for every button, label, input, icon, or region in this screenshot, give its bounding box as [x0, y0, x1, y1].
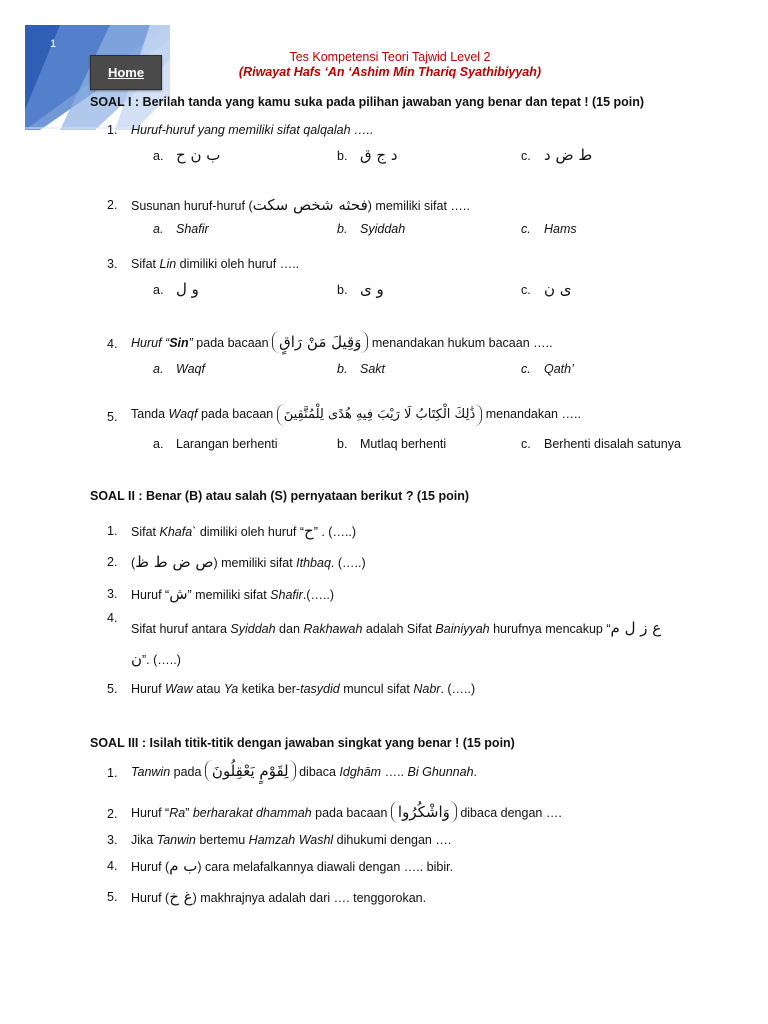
soal2-q4-number: 4.: [107, 611, 118, 625]
soal3-q1-text: Tanwin pada لِقَوْمٍ يَعْقِلُونَ dibaca Idghām ….. Bi Ghunnah.: [131, 762, 478, 780]
soal1-q3-option-a: a.: [153, 283, 164, 297]
soal3-q2-number: 2.: [107, 807, 118, 821]
soal1-q2-option-a: a.: [153, 222, 164, 236]
soal1-q4-ayah: وَقِيلَ مَنْ رَاقٍ: [272, 331, 368, 353]
soal2-q1-number: 1.: [107, 524, 118, 538]
soal1-q4-text: Huruf “Sin” pada bacaan وَقِيلَ مَنْ رَاقٍ menandakan hukum bacaan …..: [131, 333, 553, 351]
soal2-heading: SOAL II : Benar (B) atau salah (S) pernyataan berikut ? (15 poin): [90, 489, 470, 503]
soal2-q3-number: 3.: [107, 587, 118, 601]
soal1-q2-option-c: c.: [521, 222, 531, 236]
soal3-q1-number: 1.: [107, 766, 118, 780]
soal1-q2-option-c-value: Hams: [544, 222, 577, 236]
soal1-q2-arabic: فحثه شخص سكت: [252, 196, 368, 214]
soal1-q3-option-b-value: و ى: [360, 280, 384, 298]
soal2-q4-text: Sifat huruf antara Syiddah dan Rakhawah adalah Sifat Bainiyyah hurufnya mencakup “ع ز ل م: [131, 619, 662, 637]
soal1-q5-option-a: a.: [153, 437, 164, 451]
soal1-q1-option-a-value: ب ن ح: [176, 146, 221, 164]
soal1-q1-option-c-value: ط ض د: [544, 146, 593, 164]
soal1-q4-option-a-value: Waqf: [176, 362, 205, 376]
soal3-q4-text: Huruf (ب م) cara melafalkannya diawali dengan ….. bibir.: [131, 857, 454, 875]
soal1-q3-option-c-value: ى ن: [544, 280, 572, 298]
soal1-q5-text: Tanda Waqf pada bacaan ذَٰلِكَ الْكِتَابُ لَا رَيْبَ فِيهِ هُدًى لِلْمُتَّقِينَ menandakan …..: [131, 404, 581, 426]
soal3-q3-number: 3.: [107, 833, 118, 847]
soal1-q5-option-c-value: Berhenti disalah satunya: [544, 437, 681, 451]
soal1-q4-option-a: a.: [153, 362, 164, 376]
soal1-heading: SOAL I : Berilah tanda yang kamu suka pada pilihan jawaban yang benar dan tepat ! (15 poin): [90, 95, 645, 109]
soal1-q2-number: 2.: [107, 198, 118, 212]
soal1-q4-option-c: c.: [521, 362, 531, 376]
soal1-q1-option-b: b.: [337, 149, 348, 163]
soal3-q4-number: 4.: [107, 859, 118, 873]
soal1-q5-option-b: b.: [337, 437, 348, 451]
soal3-q5-number: 5.: [107, 890, 118, 904]
soal1-q4-option-c-value: Qath’: [544, 362, 574, 376]
soal1-q4-option-b-value: Sakt: [360, 362, 386, 376]
soal1-q3-option-a-value: و ل: [176, 280, 199, 298]
soal2-q5-number: 5.: [107, 682, 118, 696]
soal1-q5-option-a-value: Larangan berhenti: [176, 437, 278, 451]
soal1-q5-ayah: ذَٰلِكَ الْكِتَابُ لَا رَيْبَ فِيهِ هُدًى لِلْمُتَّقِينَ: [277, 404, 483, 426]
soal1-q3-number: 3.: [107, 257, 118, 271]
soal1-q3-option-c: c.: [521, 283, 531, 297]
soal1-q5-option-b-value: Mutlaq berhenti: [360, 437, 447, 451]
soal2-q3-text: Huruf “ش” memiliki sifat Shafir.(…..): [131, 585, 335, 603]
soal2-q2-number: 2.: [107, 555, 118, 569]
page-subtitle: (Riwayat Hafs ‘An ‘Ashim Min Thariq Syathibiyyah): [238, 65, 542, 79]
soal3-q3-text: Jika Tanwin bertemu Hamzah Washl dihukumi dengan ….: [131, 833, 452, 847]
soal1-q4-option-b: b.: [337, 362, 348, 376]
soal1-q2-option-a-value: Shafir: [176, 222, 209, 236]
soal1-q4-number: 4.: [107, 337, 118, 351]
page-title: Tes Kompetensi Teori Tajwid Level 2: [289, 50, 491, 64]
soal1-q5-option-c: c.: [521, 437, 531, 451]
soal1-q2-option-b: b.: [337, 222, 348, 236]
soal1-q1-option-a: a.: [153, 149, 164, 163]
soal2-q2-text: (ص ض ط ظ) memiliki sifat Ithbaq. (…..): [131, 553, 366, 571]
soal1-q2-option-b-value: Syiddah: [360, 222, 406, 236]
soal3-q2-text: Huruf “Ra” berharakat dhammah pada bacaan وَاشْكُرُوا dibaca dengan ….: [131, 803, 562, 821]
page-number: 1: [50, 38, 57, 50]
soal1-q1-option-b-value: د ج ق: [360, 146, 398, 164]
soal1-q1-number: 1.: [107, 123, 118, 137]
soal1-q3-text: Sifat Lin dimiliki oleh huruf …..: [131, 257, 300, 271]
home-button[interactable]: Home: [90, 55, 162, 90]
soal1-q2-text: Susunan huruf-huruf (فحثه شخص سكت) memiliki sifat …..: [131, 196, 470, 214]
soal3-q2-ayah: وَاشْكُرُوا: [391, 801, 457, 823]
soal3-heading: SOAL III : Isilah titik-titik dengan jawaban singkat yang benar ! (15 poin): [90, 736, 515, 750]
soal2-q1-text: Sifat Khafa` dimiliki oleh huruf “ح” . (…..): [131, 522, 357, 540]
soal2-q5-text: Huruf Waw atau Ya ketika ber-tasydid muncul sifat Nabr. (…..): [131, 682, 476, 696]
soal3-q1-ayah: لِقَوْمٍ يَعْقِلُونَ: [205, 760, 296, 782]
soal1-q5-number: 5.: [107, 410, 118, 424]
soal3-q5-text: Huruf (غ خ) makhrajnya adalah dari …. tenggorokan.: [131, 888, 427, 906]
soal1-q1-text: Huruf-huruf yang memiliki sifat qalqalah …..: [131, 123, 374, 137]
soal2-q4-text-cont: ن”. (…..): [131, 650, 181, 668]
soal1-q3-option-b: b.: [337, 283, 348, 297]
soal1-q1-option-c: c.: [521, 149, 531, 163]
